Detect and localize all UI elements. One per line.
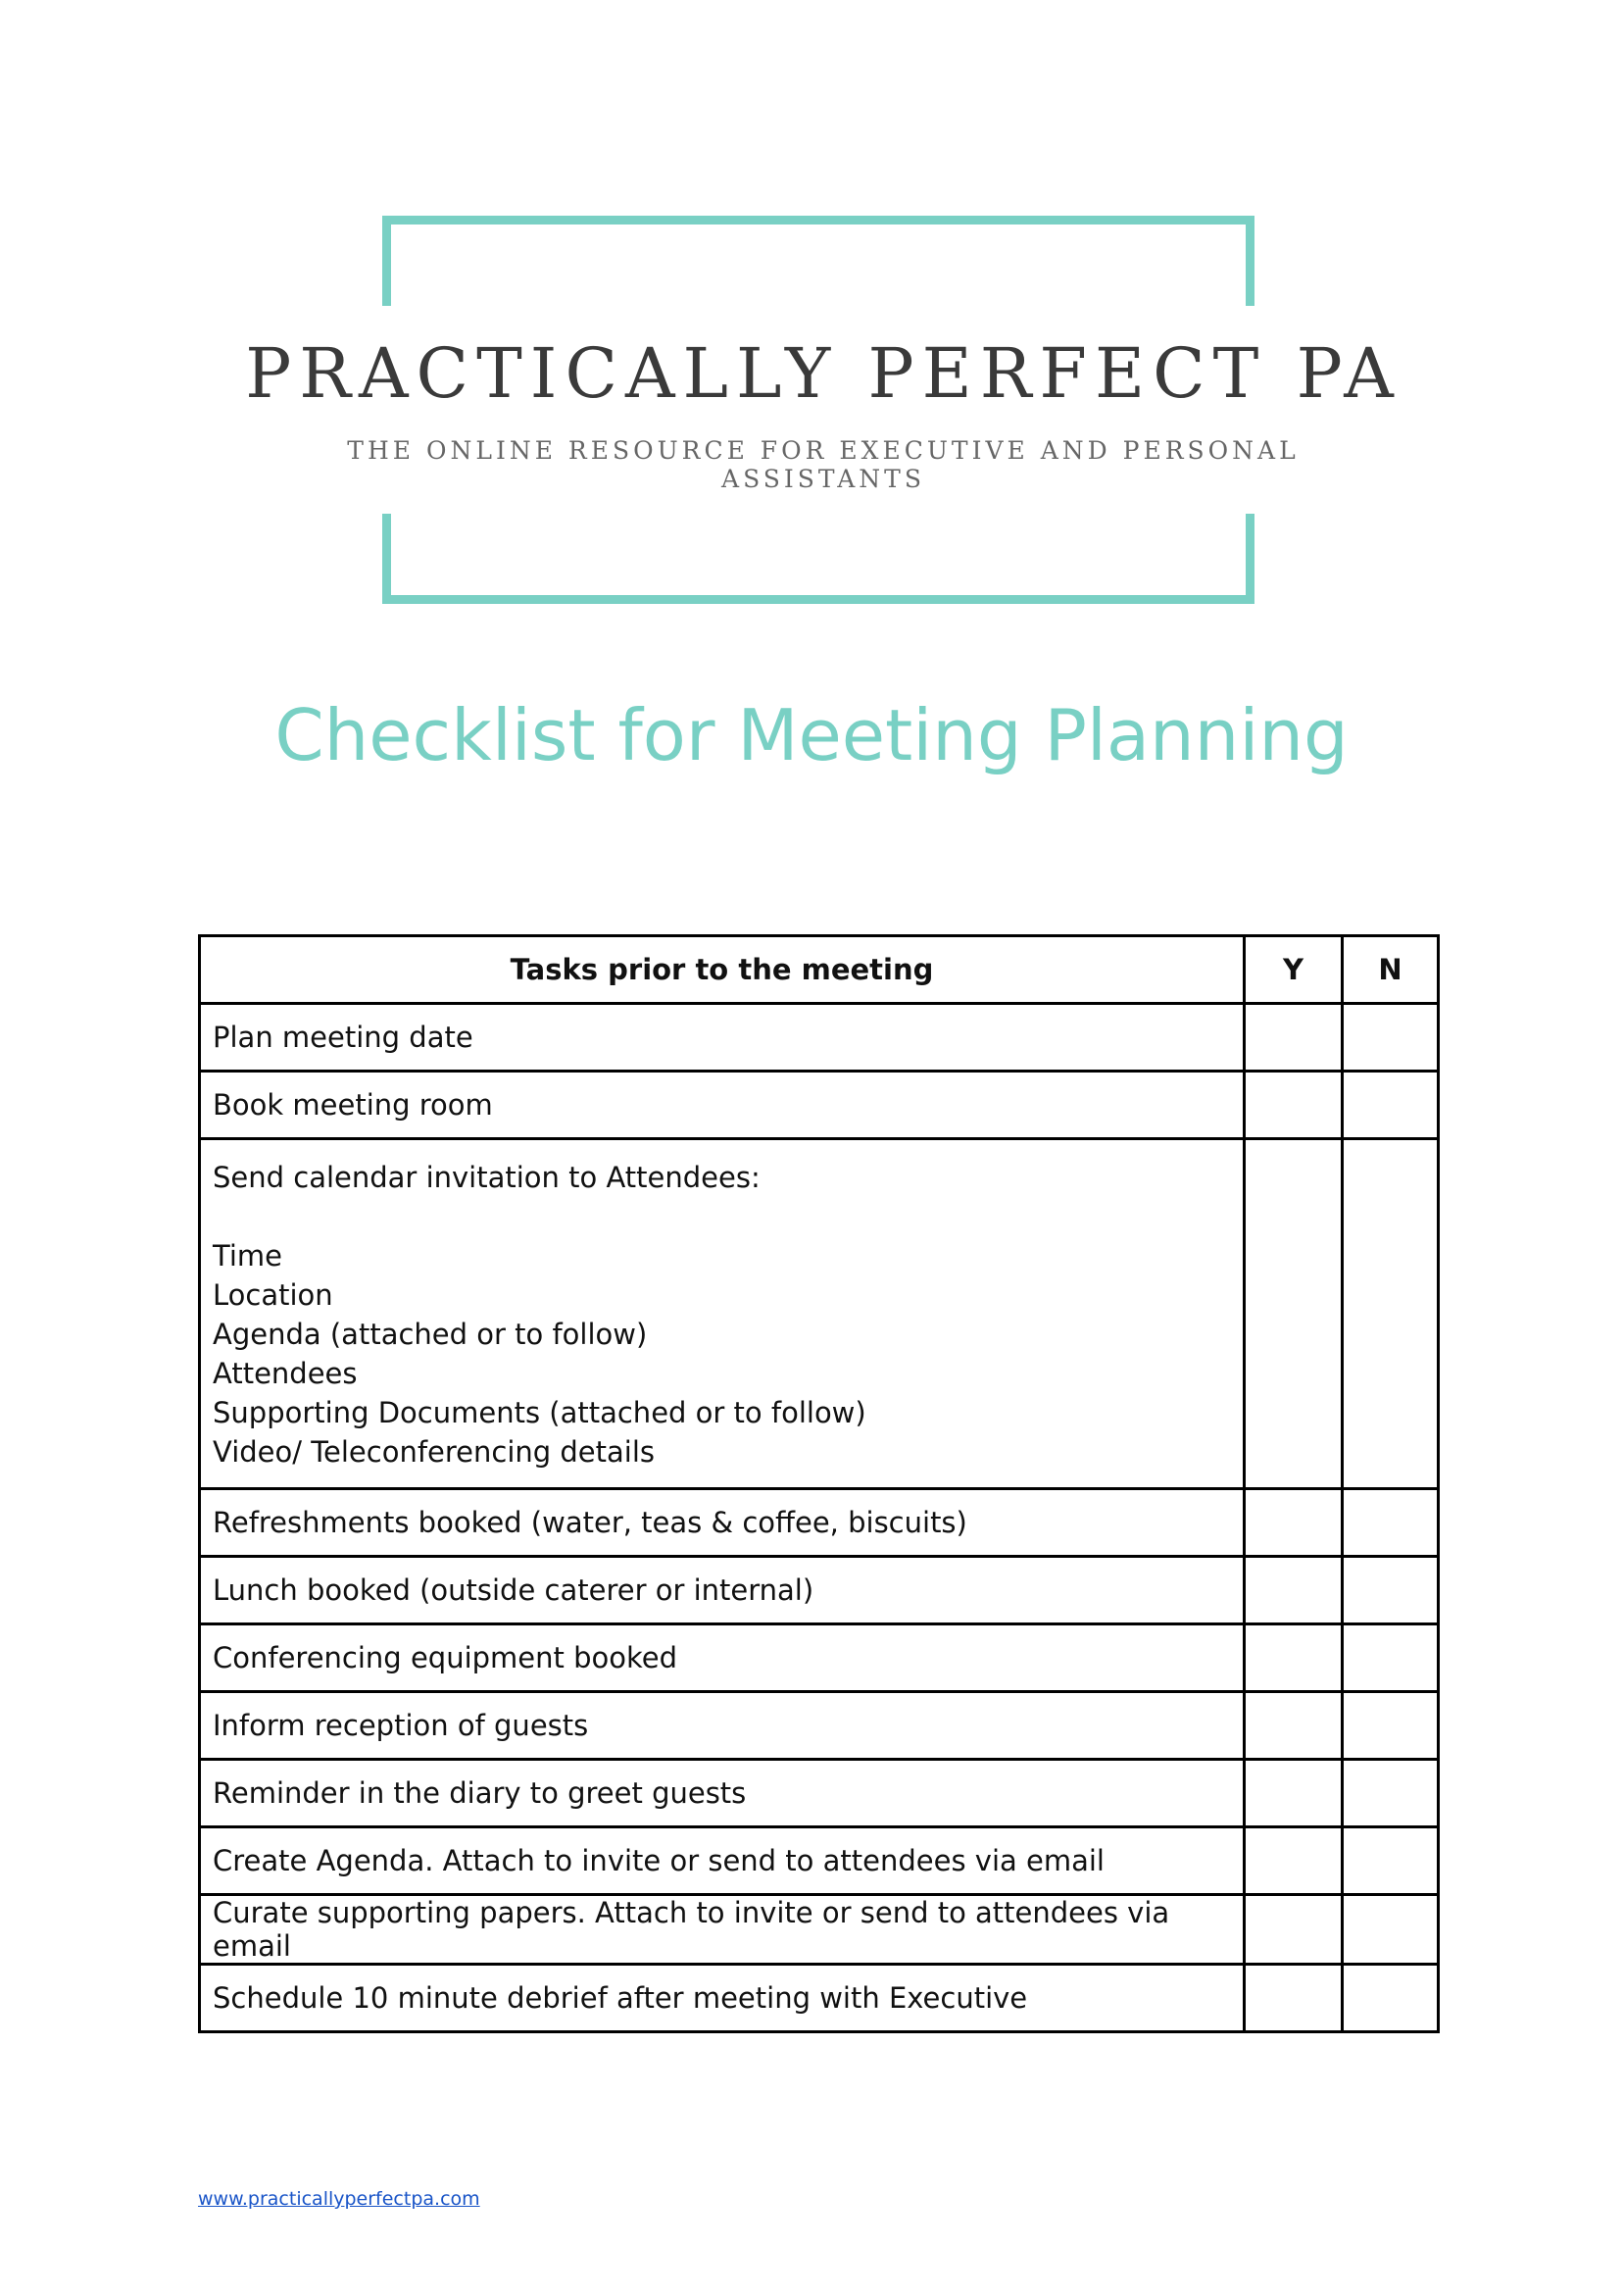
no-checkbox-cell[interactable]: [1343, 1624, 1439, 1692]
no-checkbox-cell[interactable]: [1343, 1965, 1439, 2032]
yes-checkbox-cell[interactable]: [1245, 1489, 1343, 1557]
task-cell: Book meeting room: [200, 1072, 1245, 1139]
table-row: [200, 1139, 1439, 1489]
table-row: [200, 1624, 1439, 1692]
yes-checkbox-cell[interactable]: [1245, 1624, 1343, 1692]
header-yes: Y: [1245, 936, 1343, 1004]
task-cell: Conferencing equipment booked: [200, 1624, 1245, 1692]
no-checkbox-cell[interactable]: [1343, 1760, 1439, 1827]
task-cell: Lunch booked (outside caterer or internal): [200, 1557, 1245, 1624]
table-row: [200, 1557, 1439, 1624]
task-subitem: Location: [213, 1278, 333, 1312]
no-checkbox-cell[interactable]: [1343, 1895, 1439, 1965]
task-cell: Create Agenda. Attach to invite or send to attendees via email: [200, 1827, 1245, 1895]
no-checkbox-cell[interactable]: [1343, 1557, 1439, 1624]
task-subitem: Attendees: [213, 1357, 358, 1390]
table-row: [200, 1489, 1439, 1557]
table-row: [200, 1004, 1439, 1072]
task-cell: Refreshments booked (water, teas & coffee, biscuits): [200, 1489, 1245, 1557]
no-checkbox-cell[interactable]: [1343, 1004, 1439, 1072]
no-checkbox-cell[interactable]: [1343, 1139, 1439, 1489]
task-subitem: Supporting Documents (attached or to follow): [213, 1396, 866, 1429]
yes-checkbox-cell[interactable]: [1245, 1072, 1343, 1139]
yes-checkbox-cell[interactable]: [1245, 1557, 1343, 1624]
yes-checkbox-cell[interactable]: [1245, 1827, 1343, 1895]
task-subitem: Agenda (attached or to follow): [213, 1318, 648, 1351]
table-header-row: [200, 936, 1439, 1004]
yes-checkbox-cell[interactable]: [1245, 1004, 1343, 1072]
task-cell: Schedule 10 minute debrief after meeting with Executive: [200, 1965, 1245, 2032]
no-checkbox-cell[interactable]: [1343, 1072, 1439, 1139]
table-row: [200, 1692, 1439, 1760]
no-checkbox-cell[interactable]: [1343, 1489, 1439, 1557]
header-tasks: Tasks prior to the meeting: [200, 936, 1245, 1004]
table-row: [200, 1895, 1439, 1965]
task-cell: Reminder in the diary to greet guests: [200, 1760, 1245, 1827]
website-link[interactable]: www.practicallyperfectpa.com: [198, 2188, 480, 2210]
task-cell: [200, 1139, 1245, 1489]
page-title: Checklist for Meeting Planning: [274, 694, 1349, 776]
header-no: N: [1343, 936, 1439, 1004]
yes-checkbox-cell[interactable]: [1245, 1139, 1343, 1489]
no-checkbox-cell[interactable]: [1343, 1827, 1439, 1895]
checklist-table: [198, 934, 1440, 2033]
logo-frame-top: [382, 216, 1254, 306]
task-cell: Inform reception of guests: [200, 1692, 1245, 1760]
yes-checkbox-cell[interactable]: [1245, 1895, 1343, 1965]
brand-logo: [245, 216, 1402, 608]
task-cell: Curate supporting papers. Attach to invite or send to attendees via email: [200, 1895, 1245, 1965]
no-checkbox-cell[interactable]: [1343, 1692, 1439, 1760]
logo-title: PRACTICALLY PERFECT PA: [245, 333, 1402, 414]
yes-checkbox-cell[interactable]: [1245, 1965, 1343, 2032]
task-cell: Plan meeting date: [200, 1004, 1245, 1072]
yes-checkbox-cell[interactable]: [1245, 1760, 1343, 1827]
yes-checkbox-cell[interactable]: [1245, 1692, 1343, 1760]
logo-tagline: THE ONLINE RESOURCE FOR EXECUTIVE AND PERSONAL ASSISTANTS: [347, 436, 1300, 493]
table-row: [200, 1827, 1439, 1895]
task-subitem: Time: [213, 1239, 282, 1273]
table-row: [200, 1760, 1439, 1827]
task-heading: Send calendar invitation to Attendees:: [213, 1161, 761, 1194]
task-subitem: Video/ Teleconferencing details: [213, 1435, 656, 1469]
table-row: [200, 1965, 1439, 2032]
table-row: [200, 1072, 1439, 1139]
logo-frame-bottom: [382, 514, 1254, 604]
